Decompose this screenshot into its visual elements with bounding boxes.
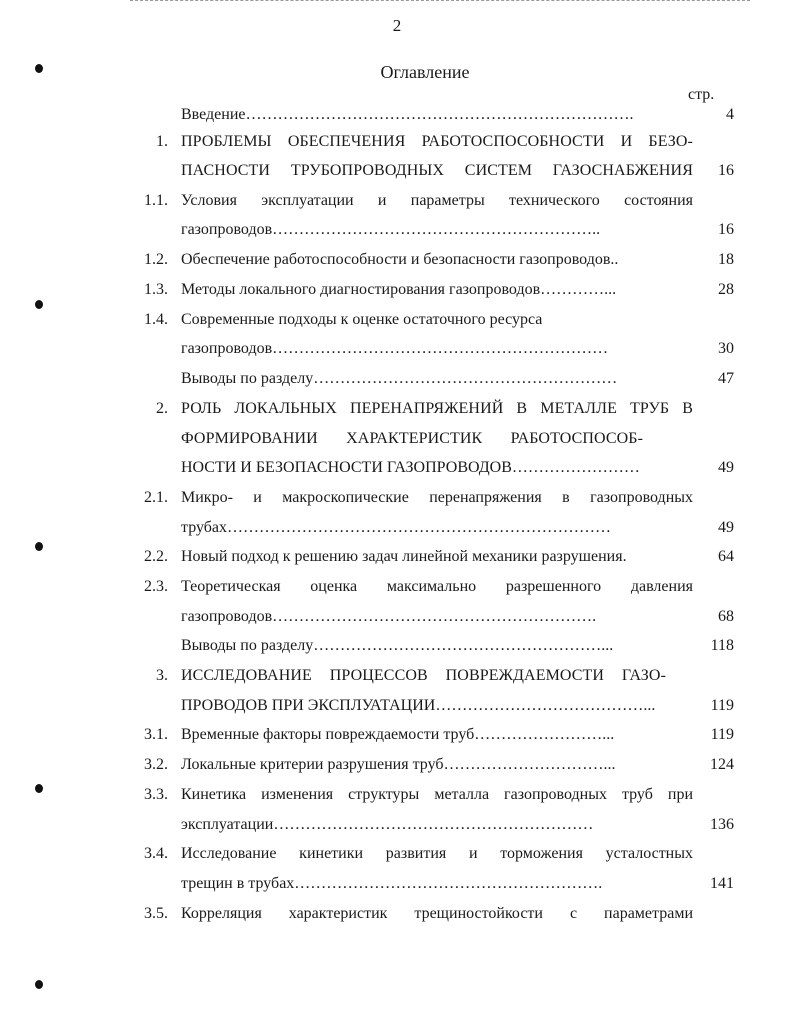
toc-entry-number: 1.4. xyxy=(144,311,168,328)
toc-entry-text: Выводы по разделу………………………………………………… xyxy=(181,370,618,387)
toc-entry xyxy=(0,750,794,780)
toc-entry-number: 3.5. xyxy=(144,905,168,922)
toc-entry xyxy=(0,453,794,483)
toc-entry xyxy=(0,572,794,602)
toc-entry-number: 3.3. xyxy=(144,786,168,803)
toc-entry xyxy=(0,839,794,869)
toc-entry-number: 3. xyxy=(156,667,168,684)
toc-entry xyxy=(0,364,794,394)
toc-entry-text: Выводы по разделу………………………………………………... xyxy=(181,637,614,654)
toc-entry-number: 3.2. xyxy=(144,756,168,773)
toc-entry-text: НОСТИ И БЕЗОПАСНОСТИ ГАЗОПРОВОДОВ…………………… xyxy=(181,459,640,476)
toc-entry xyxy=(0,424,794,454)
toc-entry-text: ФОРМИРОВАНИИ ХАРАКТЕРИСТИК РАБОТОСПОСОБ- xyxy=(181,430,643,447)
toc-entry-page: 47 xyxy=(718,370,734,387)
toc-entry-text: трещин в трубах…………………………………………………. xyxy=(181,875,603,892)
toc-entry-page: 30 xyxy=(718,340,734,357)
toc-entry-page: 18 xyxy=(718,251,734,268)
toc-entry-text: РОЛЬ ЛОКАЛЬНЫХ ПЕРЕНАПРЯЖЕНИЙ В МЕТАЛЛЕ ТРУБ В xyxy=(181,400,693,417)
toc-entry-page: 119 xyxy=(710,726,734,743)
toc-entry-page: 119 xyxy=(710,697,734,714)
toc-entry xyxy=(0,275,794,305)
toc-entry-text: Временные факторы повреждаемости труб……………………... xyxy=(181,726,615,743)
toc-entry-number: 3.4. xyxy=(144,845,168,862)
toc-entry-number: 2.1. xyxy=(144,489,168,506)
punch-hole-icon xyxy=(35,980,43,989)
toc-entry-text: Теоретическая оценка максимально разрешенного давления xyxy=(181,578,693,595)
toc-entry-text: Условия эксплуатации и параметры технического состояния xyxy=(181,192,693,209)
toc-entry-page: 4 xyxy=(726,106,734,123)
toc-entry xyxy=(0,334,794,364)
toc-entry-page: 118 xyxy=(710,637,734,654)
toc-entry-number: 3.1. xyxy=(144,726,168,743)
toc-entry xyxy=(0,100,794,130)
toc-entry-text: эксплуатации…………………………………………………… xyxy=(181,816,594,833)
toc-entry xyxy=(0,245,794,275)
toc-entry-text: Исследование кинетики развития и торможения усталостных xyxy=(181,845,693,862)
toc-entry-text: ПРОБЛЕМЫ ОБЕСПЕЧЕНИЯ РАБОТОСПОСОБНОСТИ И БЕЗО- xyxy=(181,133,693,150)
toc-entry-page: 64 xyxy=(718,548,734,565)
toc-entry xyxy=(0,602,794,632)
toc-entry-number: 1. xyxy=(156,133,168,150)
toc-entry-number: 1.2. xyxy=(144,251,168,268)
toc-entry xyxy=(0,127,794,157)
toc-entry-text: Микро- и макроскопические перенапряжения в газопроводных xyxy=(181,489,693,506)
toc-entry xyxy=(0,899,794,929)
scan-top-edge xyxy=(130,0,750,3)
toc-entry-number: 2.3. xyxy=(144,578,168,595)
toc-entry-text: трубах……………………………………………………………… xyxy=(181,519,612,536)
toc-entry-text: газопроводов…………………………………………………….. xyxy=(181,221,601,238)
toc-entry-page: 16 xyxy=(718,162,734,179)
toc-entry xyxy=(0,780,794,810)
toc-entry xyxy=(0,810,794,840)
toc-entry-text: Локальные критерии разрушения труб…………………………... xyxy=(181,756,616,773)
page-column-label: стр. xyxy=(688,86,715,103)
toc-entry-text: Обеспечение работоспособности и безопасности газопроводов.. xyxy=(181,251,619,268)
page-number: 2 xyxy=(392,16,402,35)
toc-entry-text: ПРОВОДОВ ПРИ ЭКСПЛУАТАЦИИ…………………………………... xyxy=(181,697,656,714)
toc-entry-page: 49 xyxy=(718,519,734,536)
toc-entry-text: Методы локального диагностирования газопроводов…………... xyxy=(181,281,617,298)
toc-entry-page: 124 xyxy=(710,756,734,773)
toc-entry xyxy=(0,869,794,899)
toc-entry-number: 1.3. xyxy=(144,281,168,298)
toc-entry xyxy=(0,156,794,186)
toc-entry-text: Корреляция характеристик трещиностойкости с параметрами xyxy=(181,905,693,922)
toc-entry-number: 2. xyxy=(156,400,168,417)
toc-entry-number: 2.2. xyxy=(144,548,168,565)
toc-entry-page: 136 xyxy=(710,816,734,833)
toc-entry xyxy=(0,305,794,335)
toc-entry xyxy=(0,720,794,750)
toc-entry-text: Новый подход к решению задач линейной механики разрушения. xyxy=(181,548,627,565)
toc-entry-text: ИССЛЕДОВАНИЕ ПРОЦЕССОВ ПОВРЕЖДАЕМОСТИ ГАЗО- xyxy=(181,667,666,684)
punch-hole-icon xyxy=(35,64,43,73)
page-title: Оглавление xyxy=(380,62,470,82)
toc-entry xyxy=(0,483,794,513)
toc-entry xyxy=(0,661,794,691)
toc-entry-page: 16 xyxy=(718,221,734,238)
toc-entry-page: 28 xyxy=(718,281,734,298)
toc-entry-text: газопроводов……………………………………………………. xyxy=(181,608,597,625)
toc-entry xyxy=(0,542,794,572)
toc-entry-page: 49 xyxy=(718,459,734,476)
toc-entry-text: газопроводов……………………………………………………… xyxy=(181,340,609,357)
toc-entry-text: Введение………………………………………………………………. xyxy=(181,106,634,123)
toc-entry-page: 141 xyxy=(710,875,734,892)
toc-entry xyxy=(0,215,794,245)
toc-entry-number: 1.1. xyxy=(144,192,168,209)
toc-entry-page: 68 xyxy=(718,608,734,625)
toc-entry xyxy=(0,691,794,721)
toc-entry xyxy=(0,186,794,216)
toc-entry xyxy=(0,394,794,424)
toc-entry-text: Современные подходы к оценке остаточного ресурса xyxy=(181,311,543,328)
toc-entry-text: Кинетика изменения структуры металла газопроводных труб при xyxy=(181,786,693,803)
toc-entry-text: ПАСНОСТИ ТРУБОПРОВОДНЫХ СИСТЕМ ГАЗОСНАБЖЕНИЯ xyxy=(181,162,693,179)
toc-entry xyxy=(0,513,794,543)
toc-entry xyxy=(0,631,794,661)
